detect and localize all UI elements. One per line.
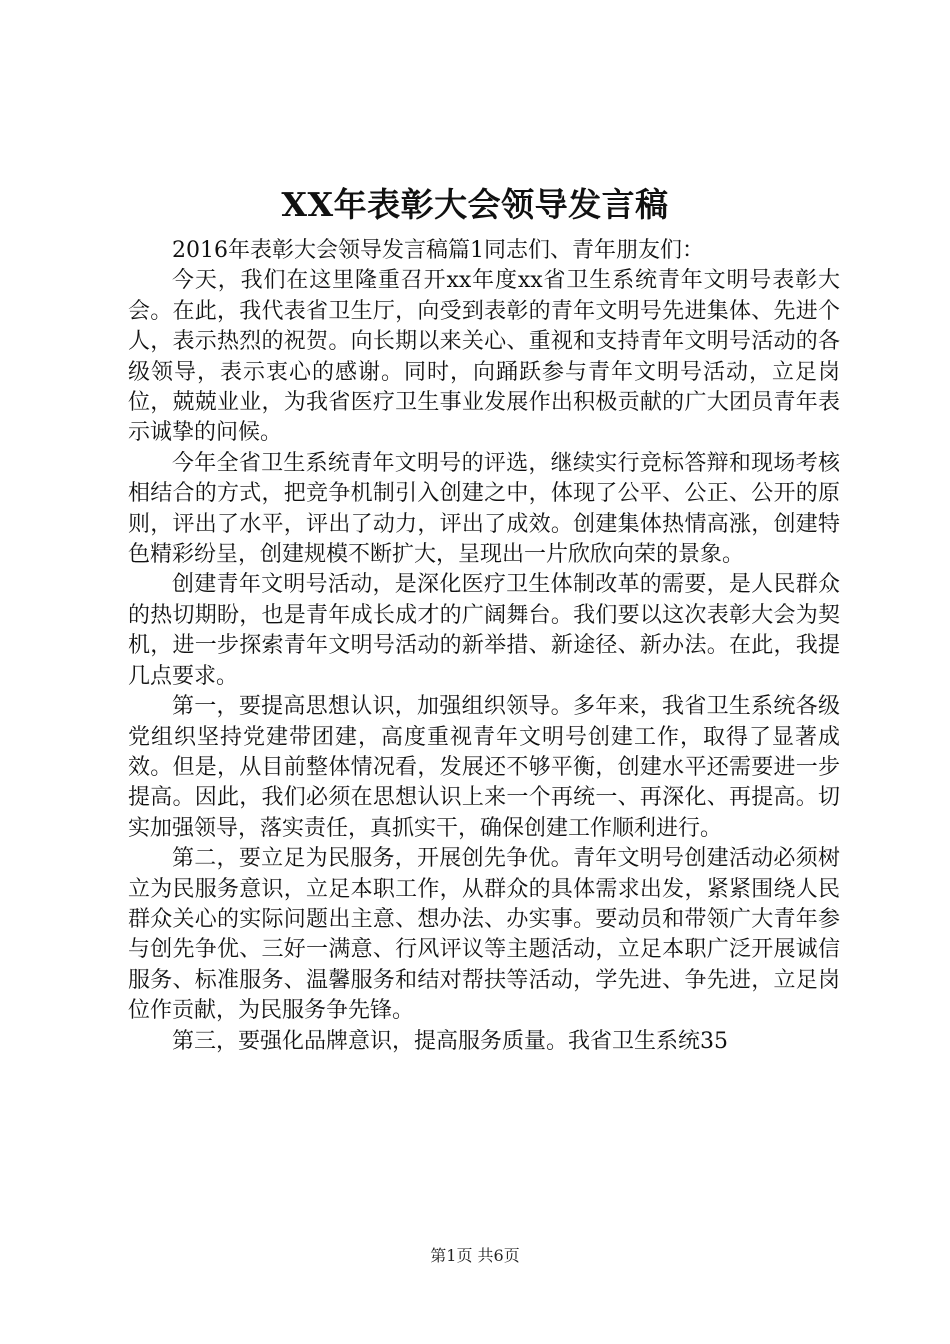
page-footer: 第1页 共6页 [430, 1246, 520, 1265]
document-body [128, 236, 840, 1057]
paragraph-point-two: 第二，要立足为民服务，开展创先争优。青年文明号创建活动必须树立为民服务意识，立足本职工作，从群众的具体需求出发，紧紧围绕人民群众关心的实际问题出主意、想办法、办实事。要动员和带领广大青年参与创先争优、三好一满意、行风评议等主题活动，立足本职广泛开展诚信服务、标准服务、温馨服务和结对帮扶等活动，学先进、争先进，立足岗位作贡献，为民服务争先锋。 [128, 846, 840, 1024]
paragraph-intro: 2016年表彰大会领导发言稿篇1同志们、青年朋友们： [172, 238, 704, 263]
paragraph-evaluation: 今年全省卫生系统青年文明号的评选，继续实行竞标答辩和现场考核相结合的方式，把竞争机制引入创建之中，体现了公平、公正、公开的原则，评出了水平，评出了动力，评出了成效。创建集体热情高涨，创建特色精彩纷呈，创建规模不断扩大，呈现出一片欣欣向荣的景象。 [128, 450, 840, 568]
paragraph-significance: 创建青年文明号活动，是深化医疗卫生体制改革的需要，是人民群众的热切期盼，也是青年成长成才的广阔舞台。我们要以这次表彰大会为契机，进一步探索青年文明号活动的新举措、新途径、新办法。在此，我提几点要求。 [128, 572, 840, 689]
paragraph-point-three: 第三，要强化品牌意识，提高服务质量。我省卫生系统35 [172, 1028, 728, 1054]
document-title: XX年表彰大会领导发言稿 [281, 185, 669, 224]
paragraph-point-one: 第一，要提高思想认识，加强组织领导。多年来，我省卫生系统各级党组织坚持党建带团建，高度重视青年文明号创建工作，取得了显著成效。但是，从目前整体情况看，发展还不够平衡，创建水平还需要进一步提高。因此，我们必须在思想认识上来一个再统一、再深化、再提高。切实加强领导，落实责任，真抓实干，确保创建工作顺利进行。 [128, 694, 840, 841]
paragraph-opening: 今天，我们在这里隆重召开xx年度xx省卫生系统青年文明号表彰大会。在此，我代表省卫生厅，向受到表彰的青年文明号先进集体、先进个人，表示热烈的祝贺。向长期以来关心、重视和支持青年文明号活动的各级领导，表示衷心的感谢。同时，向踊跃参与青年文明号活动，立足岗位，兢兢业业，为我省医疗卫生事业发展作出积极贡献的广大团员青年表示诚挚的问候。 [128, 268, 840, 446]
